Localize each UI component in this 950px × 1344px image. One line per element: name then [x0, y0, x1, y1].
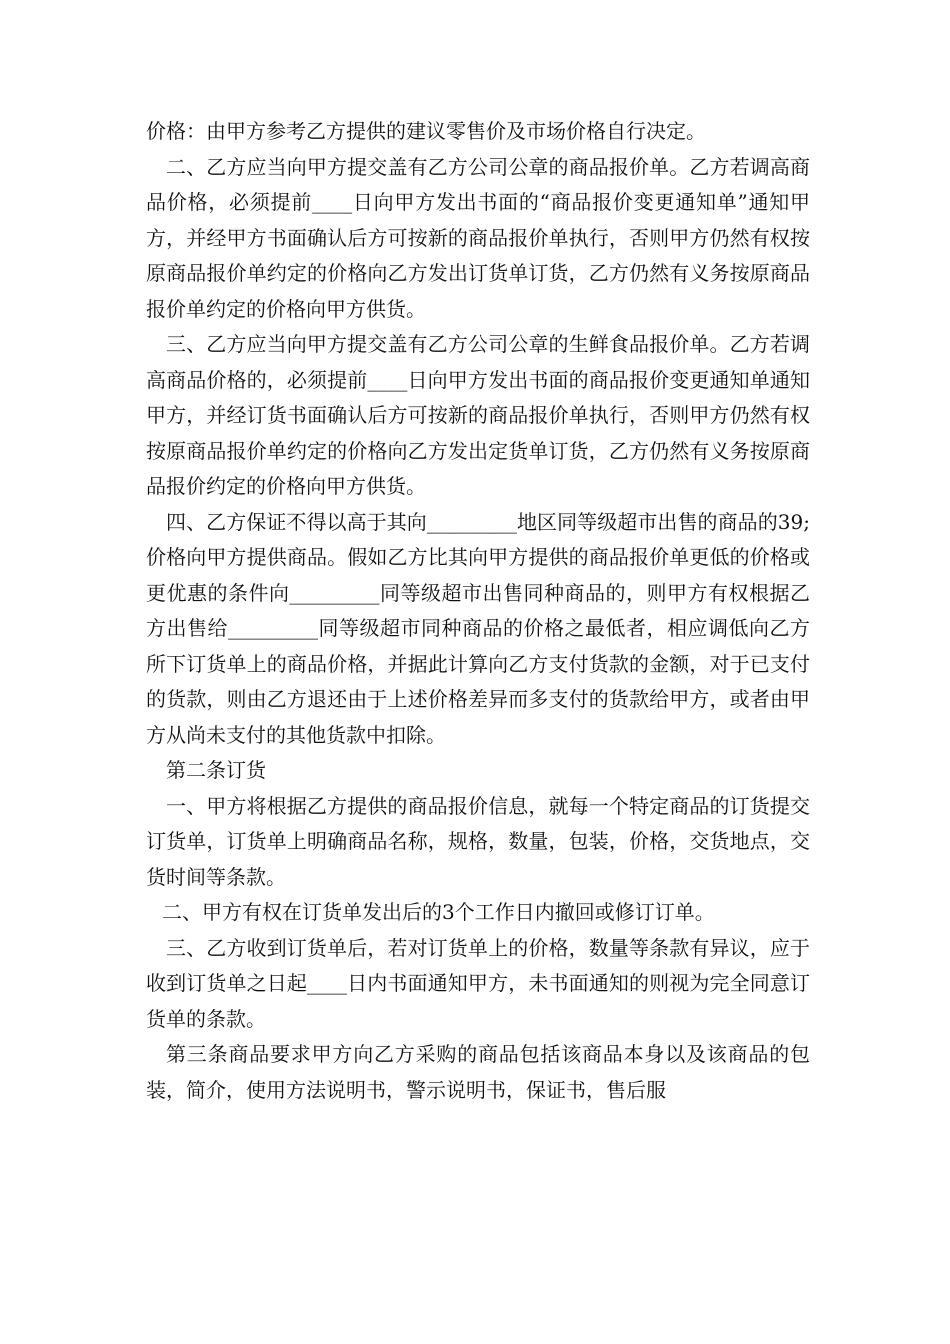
paragraph-price-decision: 价格：由甲方参考乙方提供的建议零售价及市场价格自行决定。: [146, 119, 706, 143]
paragraph-order-objection: 三、乙方收到订货单后，若对订货单上的价格，数量等条款有异议，应于收到订货单之日起____日内书面通知甲方，未书面通知的则视为完全同意订货单的条款。: [146, 935, 810, 1031]
section-heading-ordering: 第二条订货: [166, 758, 266, 782]
paragraph-quote-submission: 二、乙方应当向甲方提交盖有乙方公司公章的商品报价单。乙方若调高商品价格，必须提前____日向甲方发出书面的“商品报价变更通知单”通知甲方，并经甲方书面确认后方可按新的商品报价单执行，否则甲方仍然有权按原商品报价单约定的价格向乙方发出订货单订货，乙方仍然有义务按原商品报价单约定的价格向甲方供货。: [146, 154, 810, 321]
paragraph-fresh-food-quote: 三、乙方应当向甲方提交盖有乙方公司公章的生鲜食品报价单。乙方若调高商品价格的，必须提前____日向甲方发出书面的商品报价变更通知单通知甲方，并经订货书面确认后方可按新的商品报价单执行，否则甲方仍然有权按原商品报价单约定的价格向乙方发出定货单订货，乙方仍然有义务按原商品报价约定的价格向甲方供货。: [146, 332, 810, 498]
paragraph-product-requirements: 第三条商品要求甲方向乙方采购的商品包括该商品本身以及该商品的包装，简介，使用方法说明书，警示说明书，保证书，售后服: [146, 1042, 810, 1102]
paragraph-order-submission: 一、甲方将根据乙方提供的商品报价信息，就每一个特定商品的订货提交订货单，订货单上明确商品名称，规格，数量，包装，价格，交货地点，交货时间等条款。: [146, 793, 810, 889]
paragraph-order-revision: 二、甲方有权在订货单发出后的3个工作日内撤回或修订订单。: [162, 900, 715, 924]
paragraph-price-guarantee: 四、乙方保证不得以高于其向_________地区同等级超市出售的商品的39;价格向甲方提供商品。假如乙方比其向甲方提供的商品报价单更低的价格或更优惠的条件向_________同等级超市出售同种商品的，则甲方有权根据乙方出售给_________同等级超市同种商品的价格之最低者，相应调低向乙方所下订货单上的商品价格，并据此计算向乙方支付货款的金额，对于已支付的货款，则由乙方退还由于上述价格差异而多支付的货款给甲方，或者由甲方从尚未支付的其他货款中扣除。: [146, 509, 810, 747]
